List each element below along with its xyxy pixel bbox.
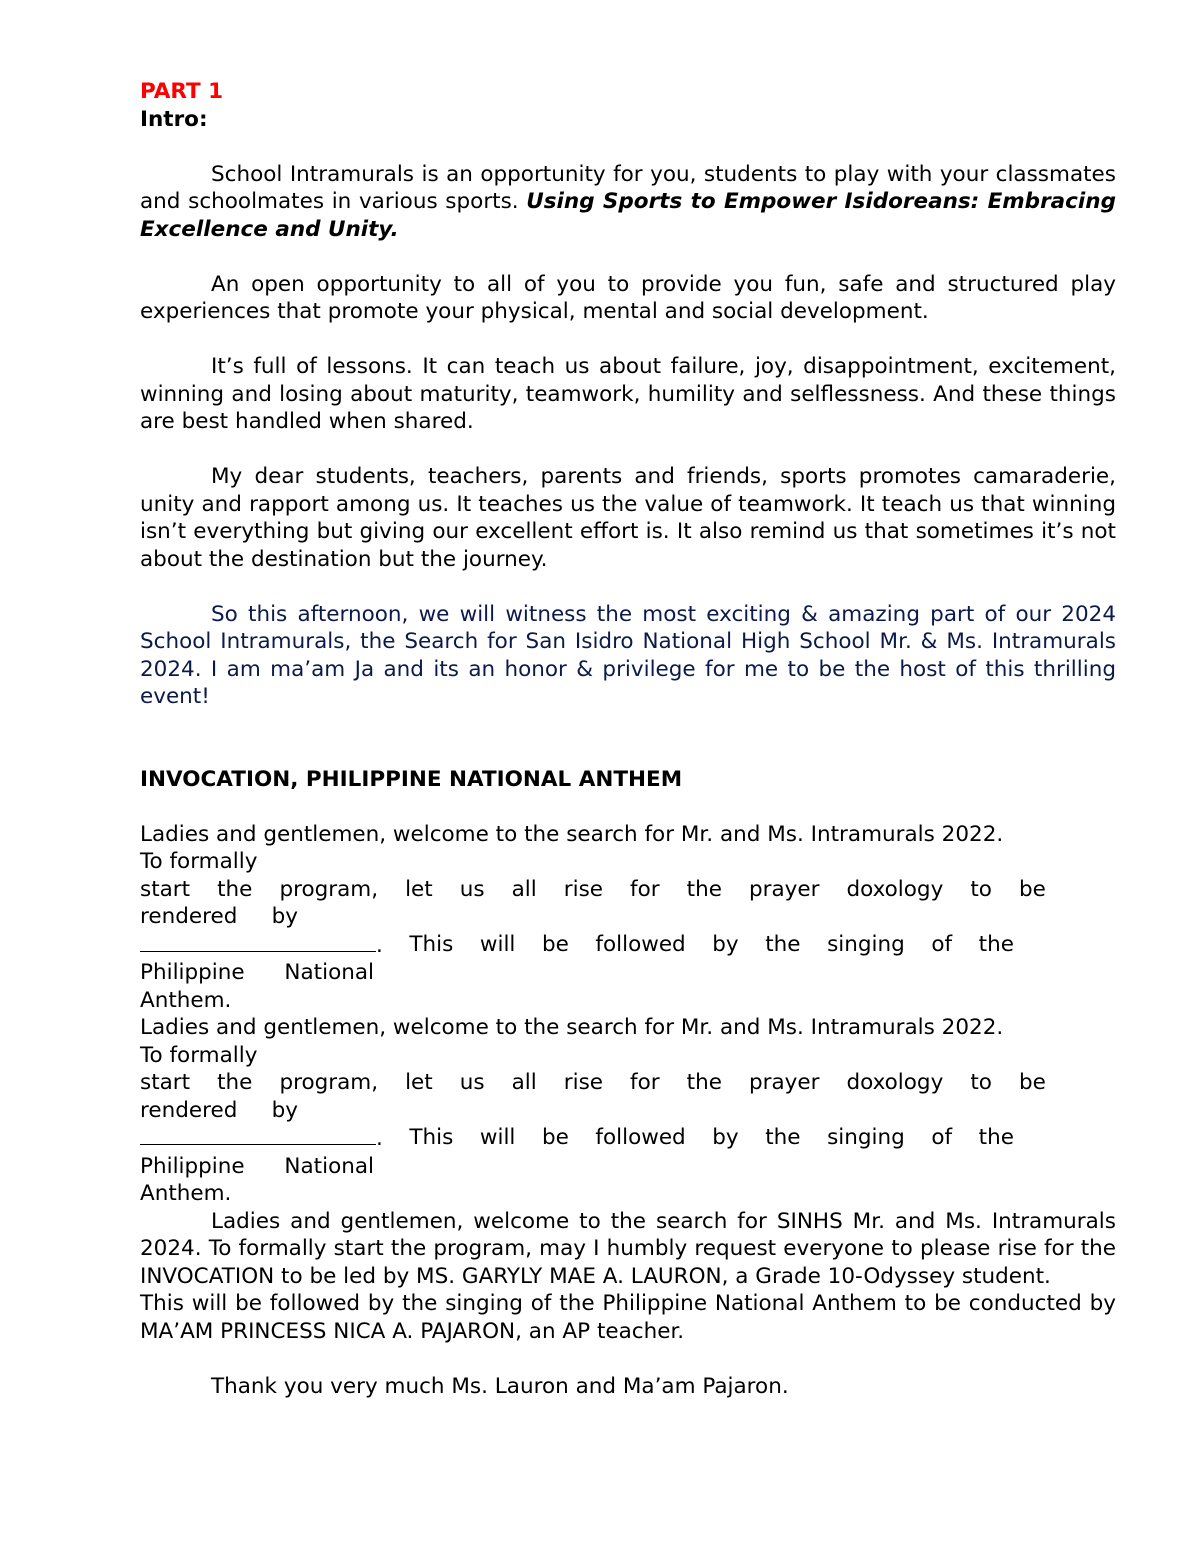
anthem-line: Anthem.	[140, 1181, 232, 1206]
opportunity-paragraph: An open opportunity to all of you to provide you fun, safe and structured play experiences that promote your physical, mental and social development.	[140, 271, 1116, 324]
anthem-line: Anthem.	[140, 987, 232, 1013]
afternoon-paragraph: So this afternoon, we will witness the most exciting & amazing part of our 2024 School Intramurals, the Search for San Isidro National High School Mr. & Ms. Intramurals 2024. I am ma’am Ja and its an honor & privilege for me to be the host of this thrilling event!	[140, 601, 1116, 709]
rendered-by-line: rendered by	[140, 1097, 298, 1123]
start-program-line: start the program, let us all rise for the prayer doxology to be	[140, 876, 1046, 902]
document-page	[140, 78, 1116, 1400]
followed-by-line: . This will be followed by the singing of the	[140, 1124, 1014, 1153]
followed-by-line: . This will be followed by the singing of the	[140, 931, 1014, 960]
philippine-national-line: Philippine National	[140, 1153, 374, 1179]
welcome-line: Ladies and gentlemen, welcome to the search for Mr. and Ms. Intramurals 2022.	[140, 821, 1004, 847]
intro-paragraph-text: School Intramurals is an opportunity for you, students to play with your classmates and schoolmates in various sports.	[140, 161, 1116, 214]
start-program-line: start the program, let us all rise for the prayer doxology to be	[140, 1070, 1046, 1095]
sinhs-welcome-paragraph: Ladies and gentlemen, welcome to the search for SINHS Mr. and Ms. Intramurals 2024. To formally start the program, may I humbly request everyone to please rise for the INVOCATION to be led by MS. GARYLY MAE A. LAURON, a Grade 10-Odyssey student.	[140, 1208, 1116, 1289]
anthem-conductor-paragraph: This will be followed by the singing of the Philippine National Anthem to be conducted by MA’AM PRINCESS NICA A. PAJARON, an AP teacher.	[140, 1291, 1116, 1344]
philippine-national-line: Philippine National	[140, 960, 374, 985]
welcome-line: Ladies and gentlemen, welcome to the search for Mr. and Ms. Intramurals 2022.	[140, 1015, 1004, 1040]
intramurals-theme: Using Sports to Empower Isidoreans: Embracing Excellence and Unity.	[140, 189, 1116, 242]
section-heading: INVOCATION, PHILIPPINE NATIONAL ANTHEM	[140, 766, 683, 792]
blank-line	[140, 1124, 376, 1145]
part-label: PART 1	[140, 79, 224, 104]
intro-paragraph	[140, 161, 1116, 244]
intro-label: Intro:	[140, 106, 208, 132]
rendered-by-line: rendered by	[140, 904, 298, 929]
thank-you-line: Thank you very much Ms. Lauron and Ma’am Pajaron.	[211, 1373, 789, 1399]
blank-line	[140, 931, 376, 952]
camaraderie-paragraph: My dear students, teachers, parents and friends, sports promotes camaraderie, unity and rapport among us. It teaches us the value of teamwork. It teach us that winning isn’t everything but giving our excellent effort is. It also remind us that sometimes it’s not about the destination but the journey.	[140, 464, 1116, 572]
lessons-paragraph: It’s full of lessons. It can teach us about failure, joy, disappointment, excitement, winning and losing about maturity, teamwork, humility and selflessness. And these things are best handled when shared.	[140, 354, 1116, 434]
to-formally-line: To formally	[140, 1042, 258, 1068]
to-formally-line: To formally	[140, 849, 258, 874]
welcome-block-1	[140, 821, 1116, 1015]
welcome-block-2	[140, 1014, 1116, 1208]
